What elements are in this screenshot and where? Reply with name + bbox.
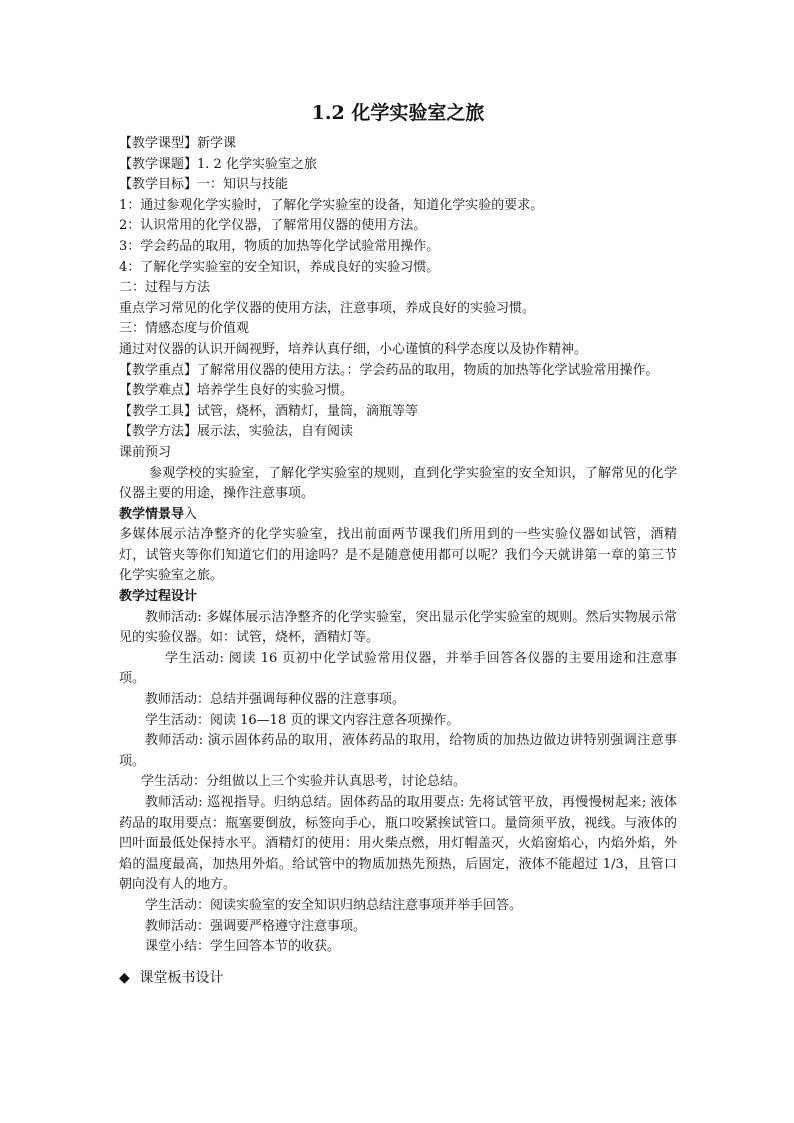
design-item: 学生活动: 阅读 16 页初中化学试验常用仪器，并举手回答各仪器的主要用途和注意事项。 <box>119 650 677 687</box>
page-title: 1.2 化学实验室之旅 <box>311 102 485 124</box>
design-item: 课堂小结：学生回答本节的收获。 <box>145 939 341 955</box>
diamond-bullet-icon: ◆ <box>119 969 130 986</box>
process-text: 重点学习常见的化学仪器的使用方法，注意事项，养成良好的实验习惯。 <box>119 300 536 316</box>
preview-header: 课前预习 <box>119 444 172 460</box>
design-item: 教师活动：总结并强调每种仪器的注意事项。 <box>145 692 406 708</box>
design-header: 教学过程设计 <box>119 589 198 605</box>
knowledge-item: 4：了解化学实验室的安全知识，养成良好的实验习惯。 <box>119 259 440 275</box>
emotion-header: 三：情感态度与价值观 <box>119 321 250 337</box>
design-item: 教师活动：强调要严格遵守注意事项。 <box>145 918 367 934</box>
methods: 【教学方法】展示法，实验法，自有阅读 <box>119 424 354 440</box>
knowledge-item: 1：通过参观化学实验时，了解化学实验室的设备，知道化学实验的要求。 <box>119 197 544 213</box>
document-page <box>119 100 677 988</box>
preview-text: 参观学校的实验室，了解化学实验室的规则，直到化学实验室的安全知识，了解常见的化学仪器主要的用途，操作注意事项。 <box>119 465 677 502</box>
design-item: 教师活动: 巡视指导。归纳总结。固体药品的取用要点: 先将试管平放，再慢慢树起来; 液体药品的取用要点：瓶塞要倒放，标签向手心，瓶口咬紧挨试管口。量筒须平放，视线。与液体的凹叶面最低处保持水平。酒精灯的使用：用火柴点燃，用灯帽盖灭，火焰窗焰心，内焰外焰，外焰的温度最高，加热用外焰。给试管中的物质加热先预热，后固定，液体不能超过 1/3，且管口朝向没有人的地方。 <box>119 795 677 893</box>
intro-text: 多媒体展示洁净整齐的化学实验室，找出前面两节课我们所用到的一些实验仪器如试管，酒精灯，试管夹等你们知道它们的用途吗？是不是随意使用都可以呢？我们今天就讲第一章的第三节化学实验室之旅。 <box>119 527 677 584</box>
intro-header-rest: 入 <box>184 506 198 522</box>
knowledge-item: 3：学会药品的取用，物质的加热等化学试验常用操作。 <box>119 238 440 254</box>
emotion-text: 通过对仪器的认识开阔视野，培养认真仔细，小心谨慎的科学态度以及协作精神。 <box>119 341 588 357</box>
board-design-heading <box>119 968 677 989</box>
design-item: 学生活动：阅读 16—18 页的课文内容注意各项操作。 <box>145 712 460 728</box>
design-item: 教师活动: 演示固体药品的取用，液体药品的取用，给物质的加热边做边讲特别强调注意事项。 <box>119 733 677 769</box>
intro-header-bold: 教学情景导 <box>119 506 185 522</box>
course-topic: 【教学课题】1. 2 化学实验室之旅 <box>119 156 317 172</box>
difficulty: 【教学难点】培养学生良好的实验习惯。 <box>119 383 354 399</box>
intro-header <box>119 505 677 526</box>
board-design-label: 课堂板书设计 <box>139 969 224 986</box>
design-item: 教师活动: 多媒体展示洁净整齐的化学实验室，突出显示化学实验室的规则。然后实物展示常见的实验仪器。如：试管，烧杯，酒精灯等。 <box>119 609 677 646</box>
tools: 【教学工具】试管，烧杯，酒精灯，量筒，滴瓶等等 <box>119 403 419 419</box>
design-item: 学生活动：分组做以上三个实验并认真思考，讨论总结。 <box>141 774 467 790</box>
key-points: 【教学重点】了解常用仪器的使用方法。：学会药品的取用，物质的加热等化学试验常用操作。 <box>119 362 659 378</box>
design-item: 学生活动：阅读实验室的安全知识归纳总结注意事项并举手回答。 <box>145 897 523 913</box>
knowledge-item: 2：认识常用的化学仪器，了解常用仪器的使用方法。 <box>119 218 427 234</box>
objectives-header: 【教学目标】一：知识与技能 <box>119 177 289 193</box>
process-header: 二：过程与方法 <box>119 280 211 296</box>
course-type: 【教学课型】新学课 <box>119 136 237 151</box>
